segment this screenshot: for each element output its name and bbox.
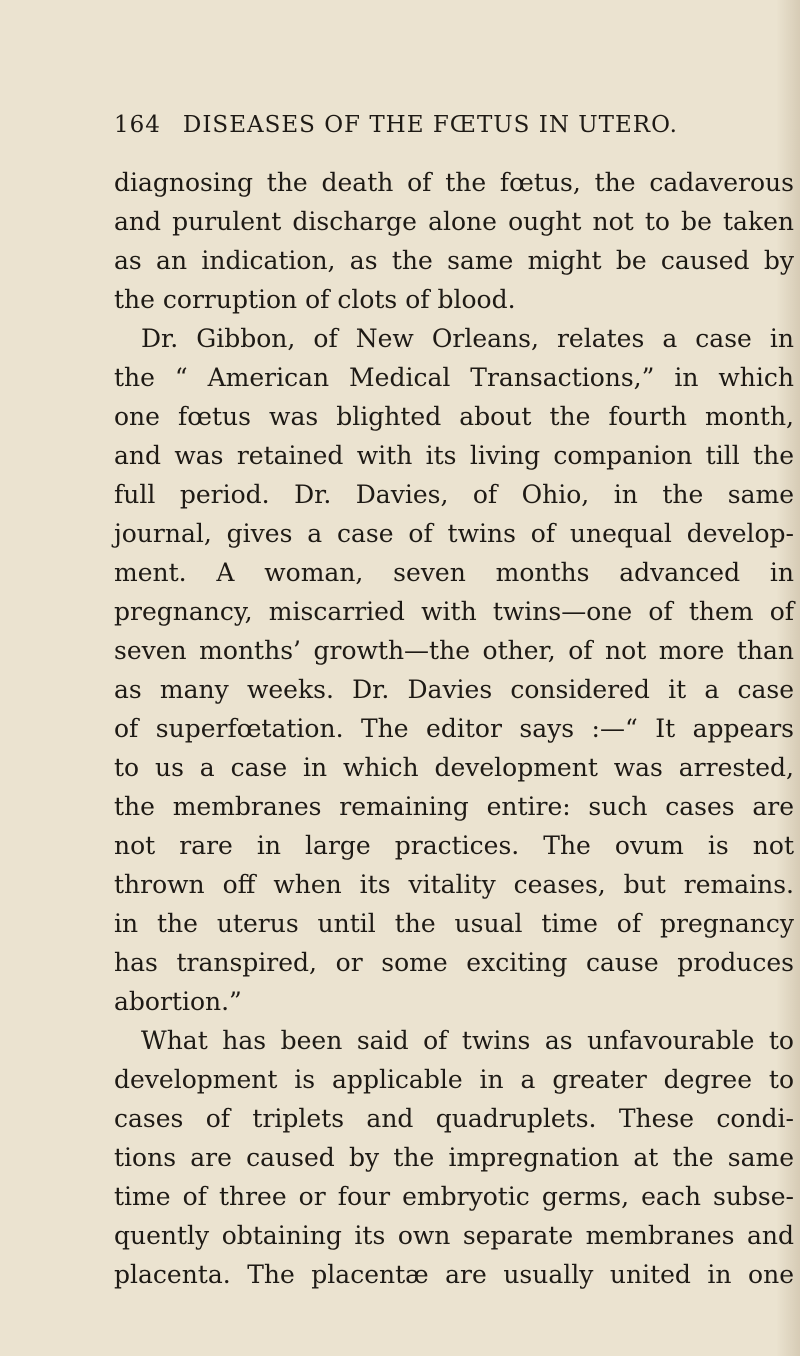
text-line: thrown off when its vitality ceases, but remains. — [114, 870, 794, 899]
text-line: the “ American Medical Transactions,” in which — [114, 363, 794, 392]
text-line: full period. Dr. Davies, of Ohio, in the same — [114, 480, 794, 509]
text-line: cases of triplets and quadruplets. These condi- — [114, 1104, 794, 1133]
text-line: the corruption of clots of blood. — [114, 285, 516, 314]
text-line: has transpired, or some exciting cause produces — [114, 948, 794, 977]
text-line: as many weeks. Dr. Davies considered it a case — [114, 675, 794, 704]
text-line: of superfœtation. The editor says :—“ It appears — [114, 714, 794, 743]
text-line: development is applicable in a greater degree to — [114, 1065, 794, 1094]
text-line: placenta. The placentæ are usually united in one — [114, 1260, 794, 1289]
running-title: DISEASES OF THE FŒTUS IN UTERO. — [182, 112, 678, 138]
text-line: journal, gives a case of twins of unequal develop- — [114, 519, 794, 548]
text-line: What has been said of twins as unfavourable to — [141, 1026, 794, 1055]
text-line: Dr. Gibbon, of New Orleans, relates a case in — [141, 324, 794, 353]
text-line: abortion.” — [114, 987, 242, 1016]
text-line: in the uterus until the usual time of pregnancy — [114, 909, 794, 938]
text-line: quently obtaining its own separate membranes and — [114, 1221, 794, 1250]
text-line: to us a case in which development was arrested, — [114, 753, 794, 782]
page-number: 164 — [114, 112, 161, 138]
body-text — [114, 163, 794, 1294]
text-line: not rare in large practices. The ovum is not — [114, 831, 794, 860]
text-line: pregnancy, miscarried with twins—one of them of — [114, 597, 794, 626]
text-line: and purulent discharge alone ought not to be taken — [114, 207, 794, 236]
text-line: time of three or four embryotic germs, each subse- — [114, 1182, 794, 1211]
text-line: and was retained with its living companion till the — [114, 441, 794, 470]
text-line: seven months’ growth—the other, of not more than — [114, 636, 794, 665]
text-line: tions are caused by the impregnation at the same — [114, 1143, 794, 1172]
text-line: ment. A woman, seven months advanced in — [114, 558, 794, 587]
text-line: one fœtus was blighted about the fourth month, — [114, 402, 794, 431]
text-line: diagnosing the death of the fœtus, the cadaverous — [114, 168, 794, 197]
text-line: as an indication, as the same might be caused by — [114, 246, 794, 275]
text-line: the membranes remaining entire: such cases are — [114, 792, 794, 821]
running-head — [114, 112, 794, 142]
